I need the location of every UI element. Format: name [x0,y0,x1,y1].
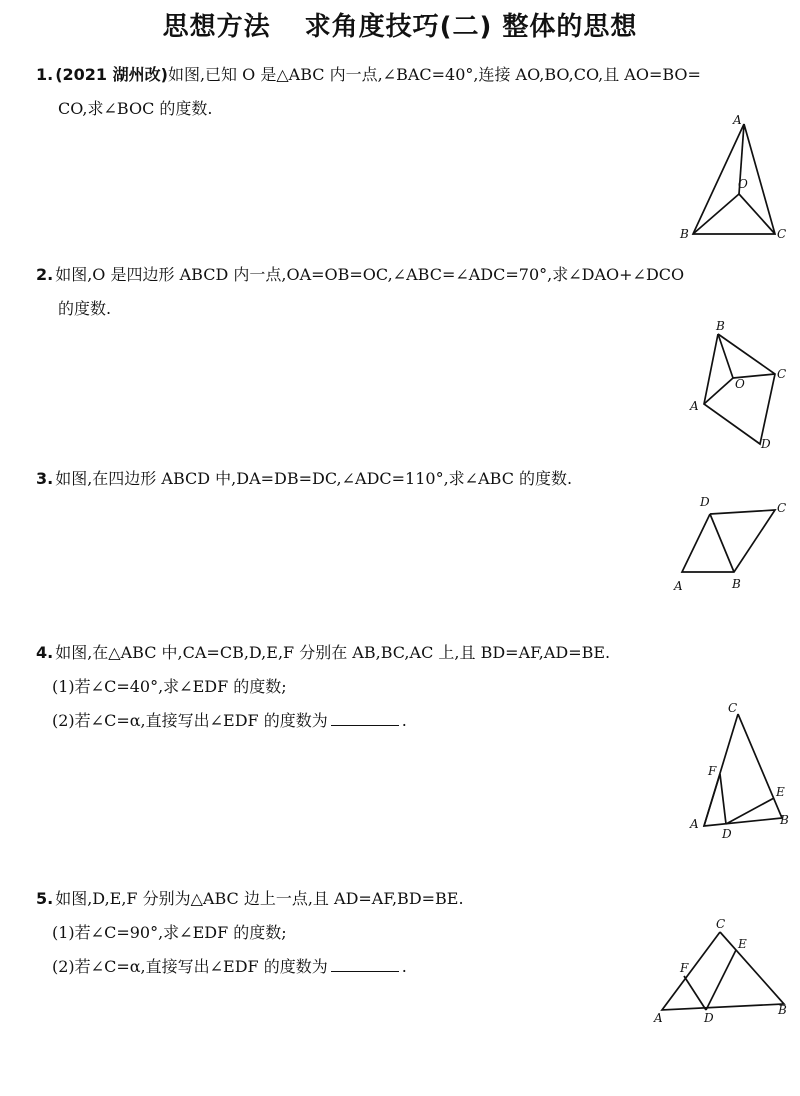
problem-number: 2. [36,265,54,284]
label-B: B [716,319,725,333]
figure-1-triangle [676,110,786,245]
label-A: A [733,113,742,127]
problem-4-part-2 [36,704,776,738]
worksheet-title [0,6,800,43]
problem-4-line-1 [36,636,776,670]
problem-4 [36,636,776,738]
label-F: F [708,764,717,778]
label-B: B [732,577,741,591]
label-A: A [690,399,699,413]
problem-2-line-2: 的度数. [58,299,112,318]
label-A: A [690,817,699,831]
problem-5-line-1 [36,882,776,916]
label-D: D [761,437,771,451]
problem-1-line-2: CO,求∠BOC 的度数. [58,99,213,118]
problem-number: 3. [36,469,54,488]
figure-2-quadrilateral [678,316,788,456]
label-C: C [777,501,787,515]
problem-number: 4. [36,643,54,662]
label-B: B [680,227,689,241]
part-text: (2)若∠C=α,直接写出∠EDF 的度数为 [52,957,328,976]
problem-2 [36,258,776,326]
label-D: D [700,495,710,509]
problem-1 [36,58,776,126]
label-C: C [777,227,787,241]
problem-text: 如图,已知 O 是△ABC 内一点,∠BAC=40°,连接 AO,BO,CO,且 AO=BO= [167,65,701,84]
problem-5-part-1: (1)若∠C=90°,求∠EDF 的度数; [52,923,287,942]
problem-source: (2021 湖州改) [55,65,168,84]
part-suffix: . [401,957,407,976]
problem-number: 1. [36,65,54,84]
label-E: E [776,785,785,799]
label-O: O [735,377,745,391]
answer-blank[interactable] [331,970,399,972]
label-C: C [716,917,726,931]
label-A: A [674,579,683,593]
part-suffix: . [401,711,407,730]
label-C: C [728,701,738,715]
label-F: F [680,961,689,975]
label-D: D [704,1011,714,1025]
problem-2-line-1 [36,258,776,292]
problem-text: 如图,D,E,F 分别为△ABC 边上一点,且 AD=AF,BD=BE. [55,889,464,908]
problem-text: 如图,O 是四边形 ABCD 内一点,OA=OB=OC,∠ABC=∠ADC=70°,求∠DAO+∠DCO [55,265,685,284]
label-B: B [778,1003,787,1017]
problem-1-line-1 [36,58,776,92]
label-O: O [738,177,748,191]
label-A: A [654,1011,663,1025]
problem-number: 5. [36,889,54,908]
problem-text: 如图,在四边形 ABCD 中,DA=DB=DC,∠ADC=110°,求∠ABC 的度数. [55,469,573,488]
label-E: E [738,937,747,951]
problem-4-part-1: (1)若∠C=40°,求∠EDF 的度数; [52,677,287,696]
title-right: 求角度技巧(二) 整体的思想 [304,12,638,42]
figure-4-triangle [686,700,796,850]
label-D: D [722,827,732,841]
figure-3-quadrilateral [668,494,788,594]
problem-3 [36,462,776,496]
answer-blank[interactable] [331,724,399,726]
problem-3-line-1 [36,462,776,496]
label-C: C [777,367,787,381]
label-B: B [780,813,789,827]
figure-5-triangle [650,914,796,1024]
part-text: (2)若∠C=α,直接写出∠EDF 的度数为 [52,711,328,730]
problem-text: 如图,在△ABC 中,CA=CB,D,E,F 分别在 AB,BC,AC 上,且 BD=AF,AD=BE. [55,643,611,662]
title-left: 思想方法 [162,12,271,42]
